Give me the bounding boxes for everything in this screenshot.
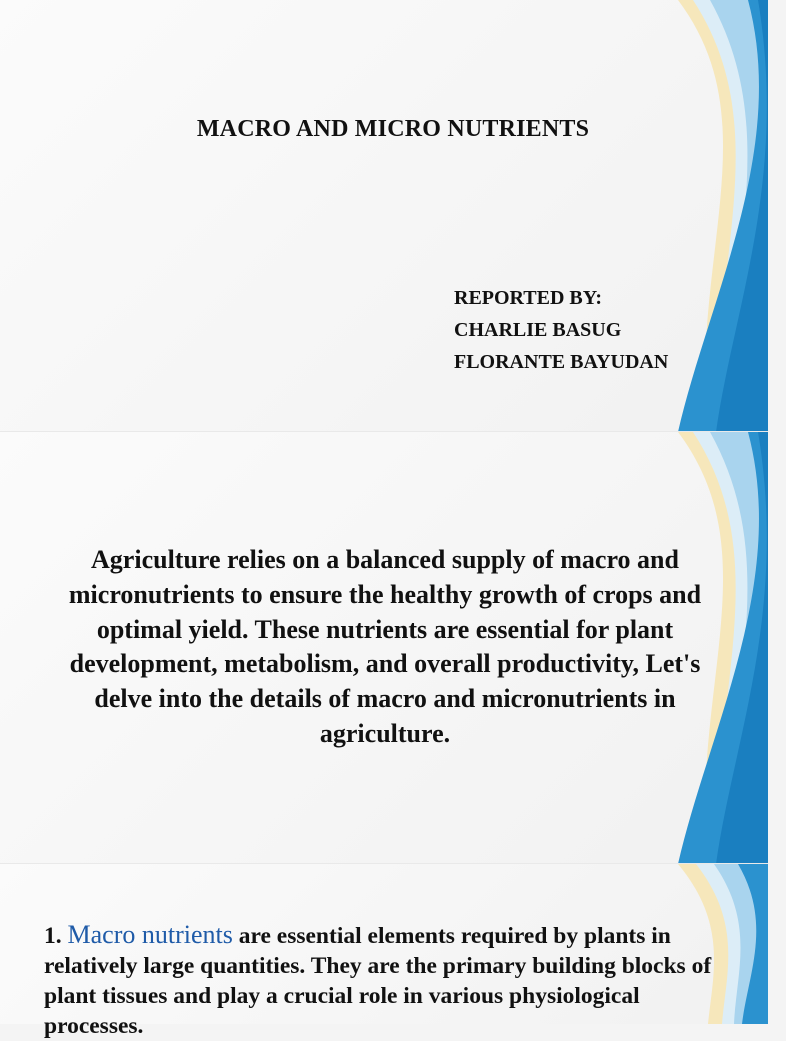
list-number: 1. [44, 923, 62, 949]
slide-title: MACRO AND MICRO NUTRIENTS [196, 116, 590, 142]
reporter-name: FLORANTE BAYUDAN [454, 351, 669, 373]
macro-definition: are essential elements required by plants in relatively large quantities. They are the primary building blocks of plant tissues and play a crucial role in various physiological processes. [44, 923, 712, 1039]
macro-paragraph [44, 920, 734, 1041]
title-slide [0, 0, 768, 432]
intro-slide [0, 432, 768, 864]
intro-paragraph: Agriculture relies on a balanced supply of macro and micronutrients to ensure the healthy growth of crops and optimal yield. These nutrients are essential for plant development, metabolism, and overall productivity, Let's delve into the details of macro and micronutrients in agriculture. [68, 545, 702, 748]
reporters-block [454, 282, 668, 378]
reported-by-label: REPORTED BY: [454, 287, 603, 309]
macro-nutrients-term: Macro nutrients [67, 920, 233, 949]
macro-nutrients-slide [0, 864, 768, 1039]
reporter-name: CHARLIE BASUG [454, 319, 622, 341]
